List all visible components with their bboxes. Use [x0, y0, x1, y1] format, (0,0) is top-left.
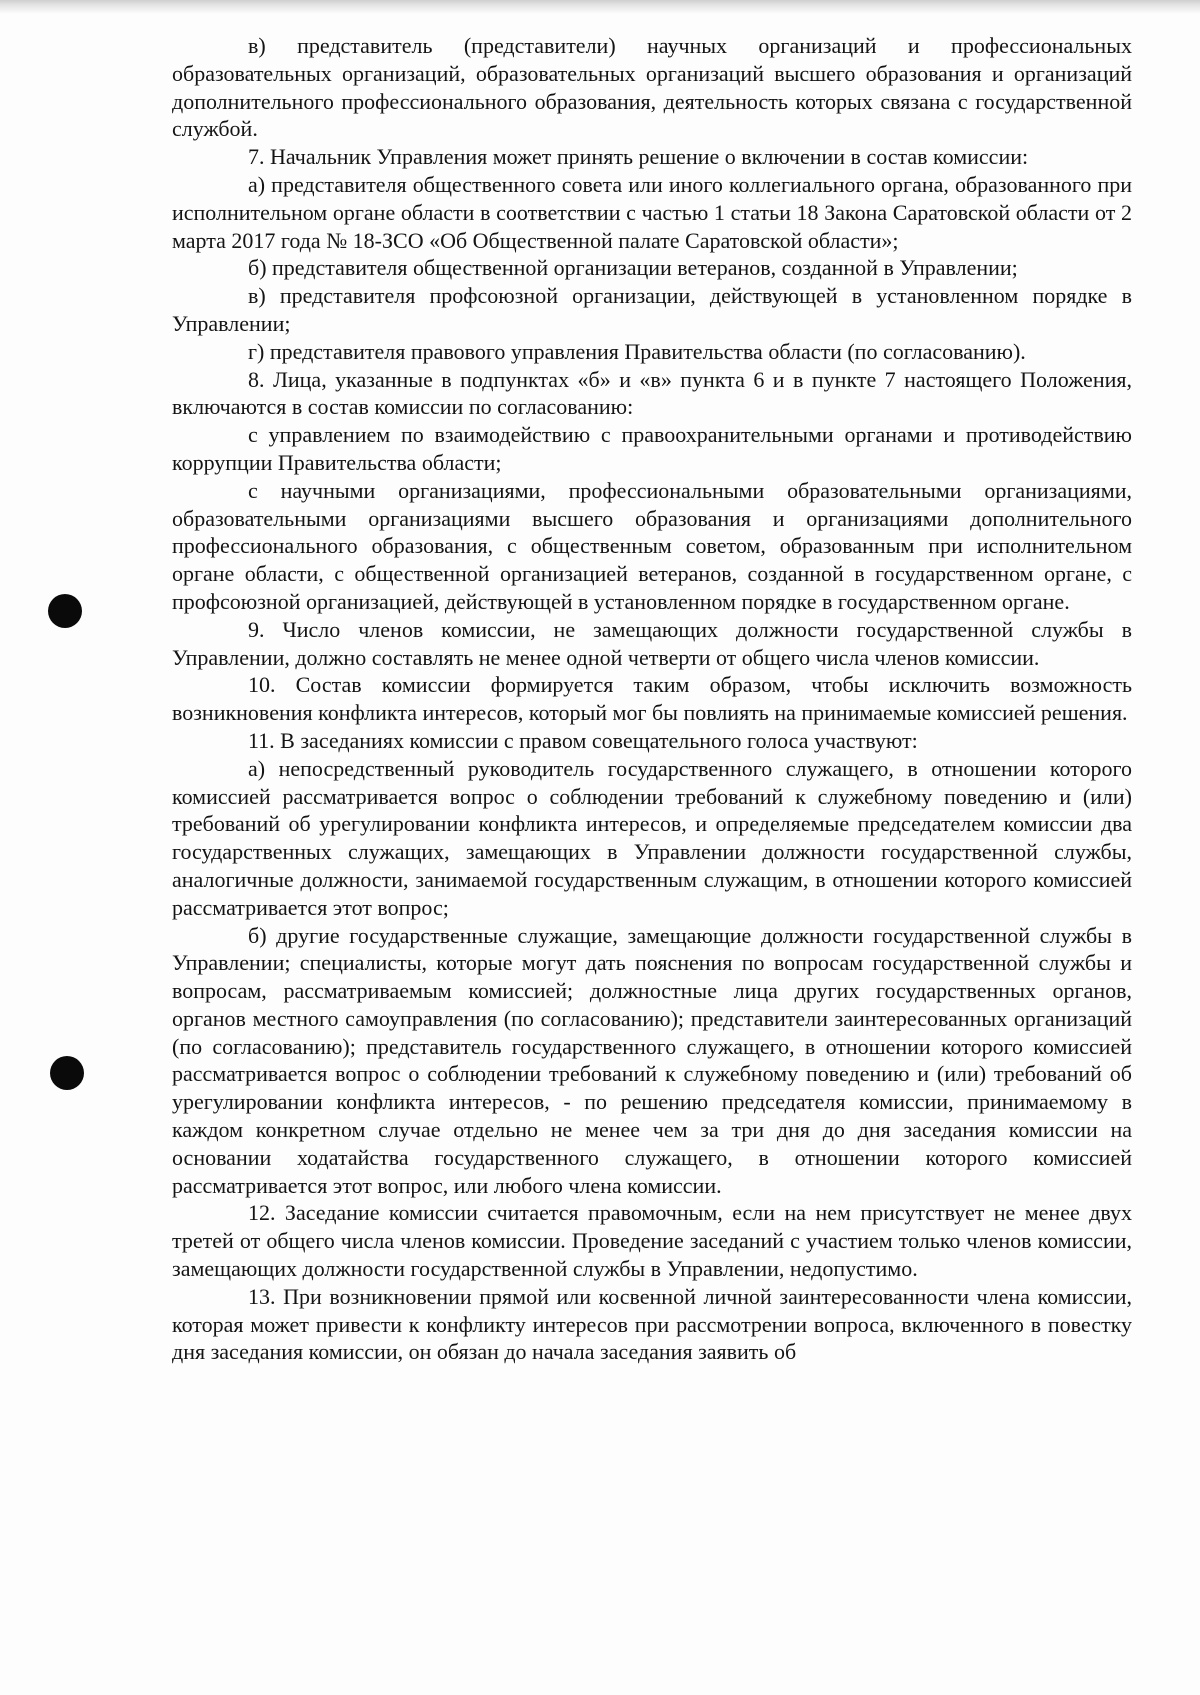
- punch-hole-bottom: [50, 1056, 84, 1090]
- paragraph-11: 11. В заседаниях комиссии с правом совещательного голоса участвуют:: [248, 727, 918, 753]
- paragraph-7a: а) представителя общественного совета или иного коллегиального органа, образованного при исполнительном органе области в соответствии с частью 1 статьи 18 Закона Саратовской области от 2 марта 2017 года № 18-ЗСО «Об Общественной палате Саратовской области»;: [172, 171, 1132, 253]
- paragraph-7: 7. Начальник Управления может принять решение о включении в состав комиссии:: [248, 144, 1029, 170]
- paragraph-8-item-2: с научными организациями, профессиональными образовательными организациями, образовательными организациями высшего образования и организациями дополнительного профессионального образования, с общественным советом, образованным при исполнительном органе области, с общественной организацией ветеранов, созданной в государственном органе, с профсоюзной организацией, действующей в установленном порядке в государственном органе.: [172, 477, 1132, 614]
- paragraph-8-item-1: с управлением по взаимодействию с правоохранительными органами и противодействию коррупции Правительства области;: [172, 422, 1132, 475]
- paragraph-11a: а) непосредственный руководитель государственного служащего, в отношении которого комиссией рассматривается вопрос о соблюдении требований к служебному поведению и (или) требований об урегулировании конфликта интересов, и определяемые председателем комиссии два государственных служащих, замещающих в Управлении должности государственной службы, аналогичные должности, занимаемой государственным служащим, в отношении которого комиссией рассматривается этот вопрос;: [172, 755, 1132, 920]
- paragraph-11b: б) другие государственные служащие, замещающие должности государственной службы в Управлении; специалисты, которые могут дать пояснения по вопросам государственной службы и вопросам, рассматриваемым комиссией; должностные лица других государственных органов, органов местного самоуправления (по согласованию); представители заинтересованных организаций (по согласованию); представитель государственного служащего, в отношении которого комиссией рассматривается вопрос о соблюдении требований к служебному поведению и (или) требований об урегулировании конфликта интересов, - по решению председателя комиссии, принимаемому в каждом конкретном случае отдельно не менее чем за три дня до дня заседания комиссии на основании ходатайства государственного служащего, в отношении которого комиссией рассматривается этот вопрос, или любого члена комиссии.: [172, 922, 1132, 1198]
- paragraph-10: 10. Состав комиссии формируется таким образом, чтобы исключить возможность возникновения конфликта интересов, который мог бы повлиять на принимаемые комиссией решения.: [172, 672, 1132, 726]
- paragraph-13: 13. При возникновении прямой или косвенной личной заинтересованности члена комиссии, которая может привести к конфликту интересов при рассмотрении вопроса, включенного в повестку дня заседания комиссии, он обязан до начала заседания заявить об: [172, 1283, 1132, 1365]
- paragraph-9: 9. Число членов комиссии, не замещающих должности государственной службы в Управлении, должно составлять не менее одной четверти от общего числа членов комиссии.: [172, 616, 1132, 670]
- paragraph-12: 12. Заседание комиссии считается правомочным, если на нем присутствует не менее двух третей от общего числа членов комиссии. Проведение заседаний с участием только членов комиссии, замещающих должности государственной службы в Управлении, недопустимо.: [172, 1200, 1132, 1282]
- punch-hole-top: [48, 594, 82, 628]
- paragraph-8: 8. Лица, указанные в подпунктах «б» и «в» пункта 6 и в пункте 7 настоящего Положения, включаются в состав комиссии по согласованию:: [172, 366, 1132, 420]
- paragraph-7b: б) представителя общественной организации ветеранов, созданной в Управлении;: [248, 255, 1018, 281]
- scan-edge-shadow: [0, 0, 1200, 14]
- paragraph-7v: в) представителя профсоюзной организации, действующей в установленном порядке в Управлении;: [172, 283, 1132, 336]
- document-body: [172, 32, 1132, 1366]
- paragraph-7g: г) представителя правового управления Правительства области (по согласованию).: [248, 338, 1026, 364]
- paragraph-6v: в) представитель (представители) научных организаций и профессиональных образовательных организаций, образовательных организаций высшего образования и организаций дополнительного профессионального образования, деятельность которых связана с государственной службой.: [172, 33, 1132, 142]
